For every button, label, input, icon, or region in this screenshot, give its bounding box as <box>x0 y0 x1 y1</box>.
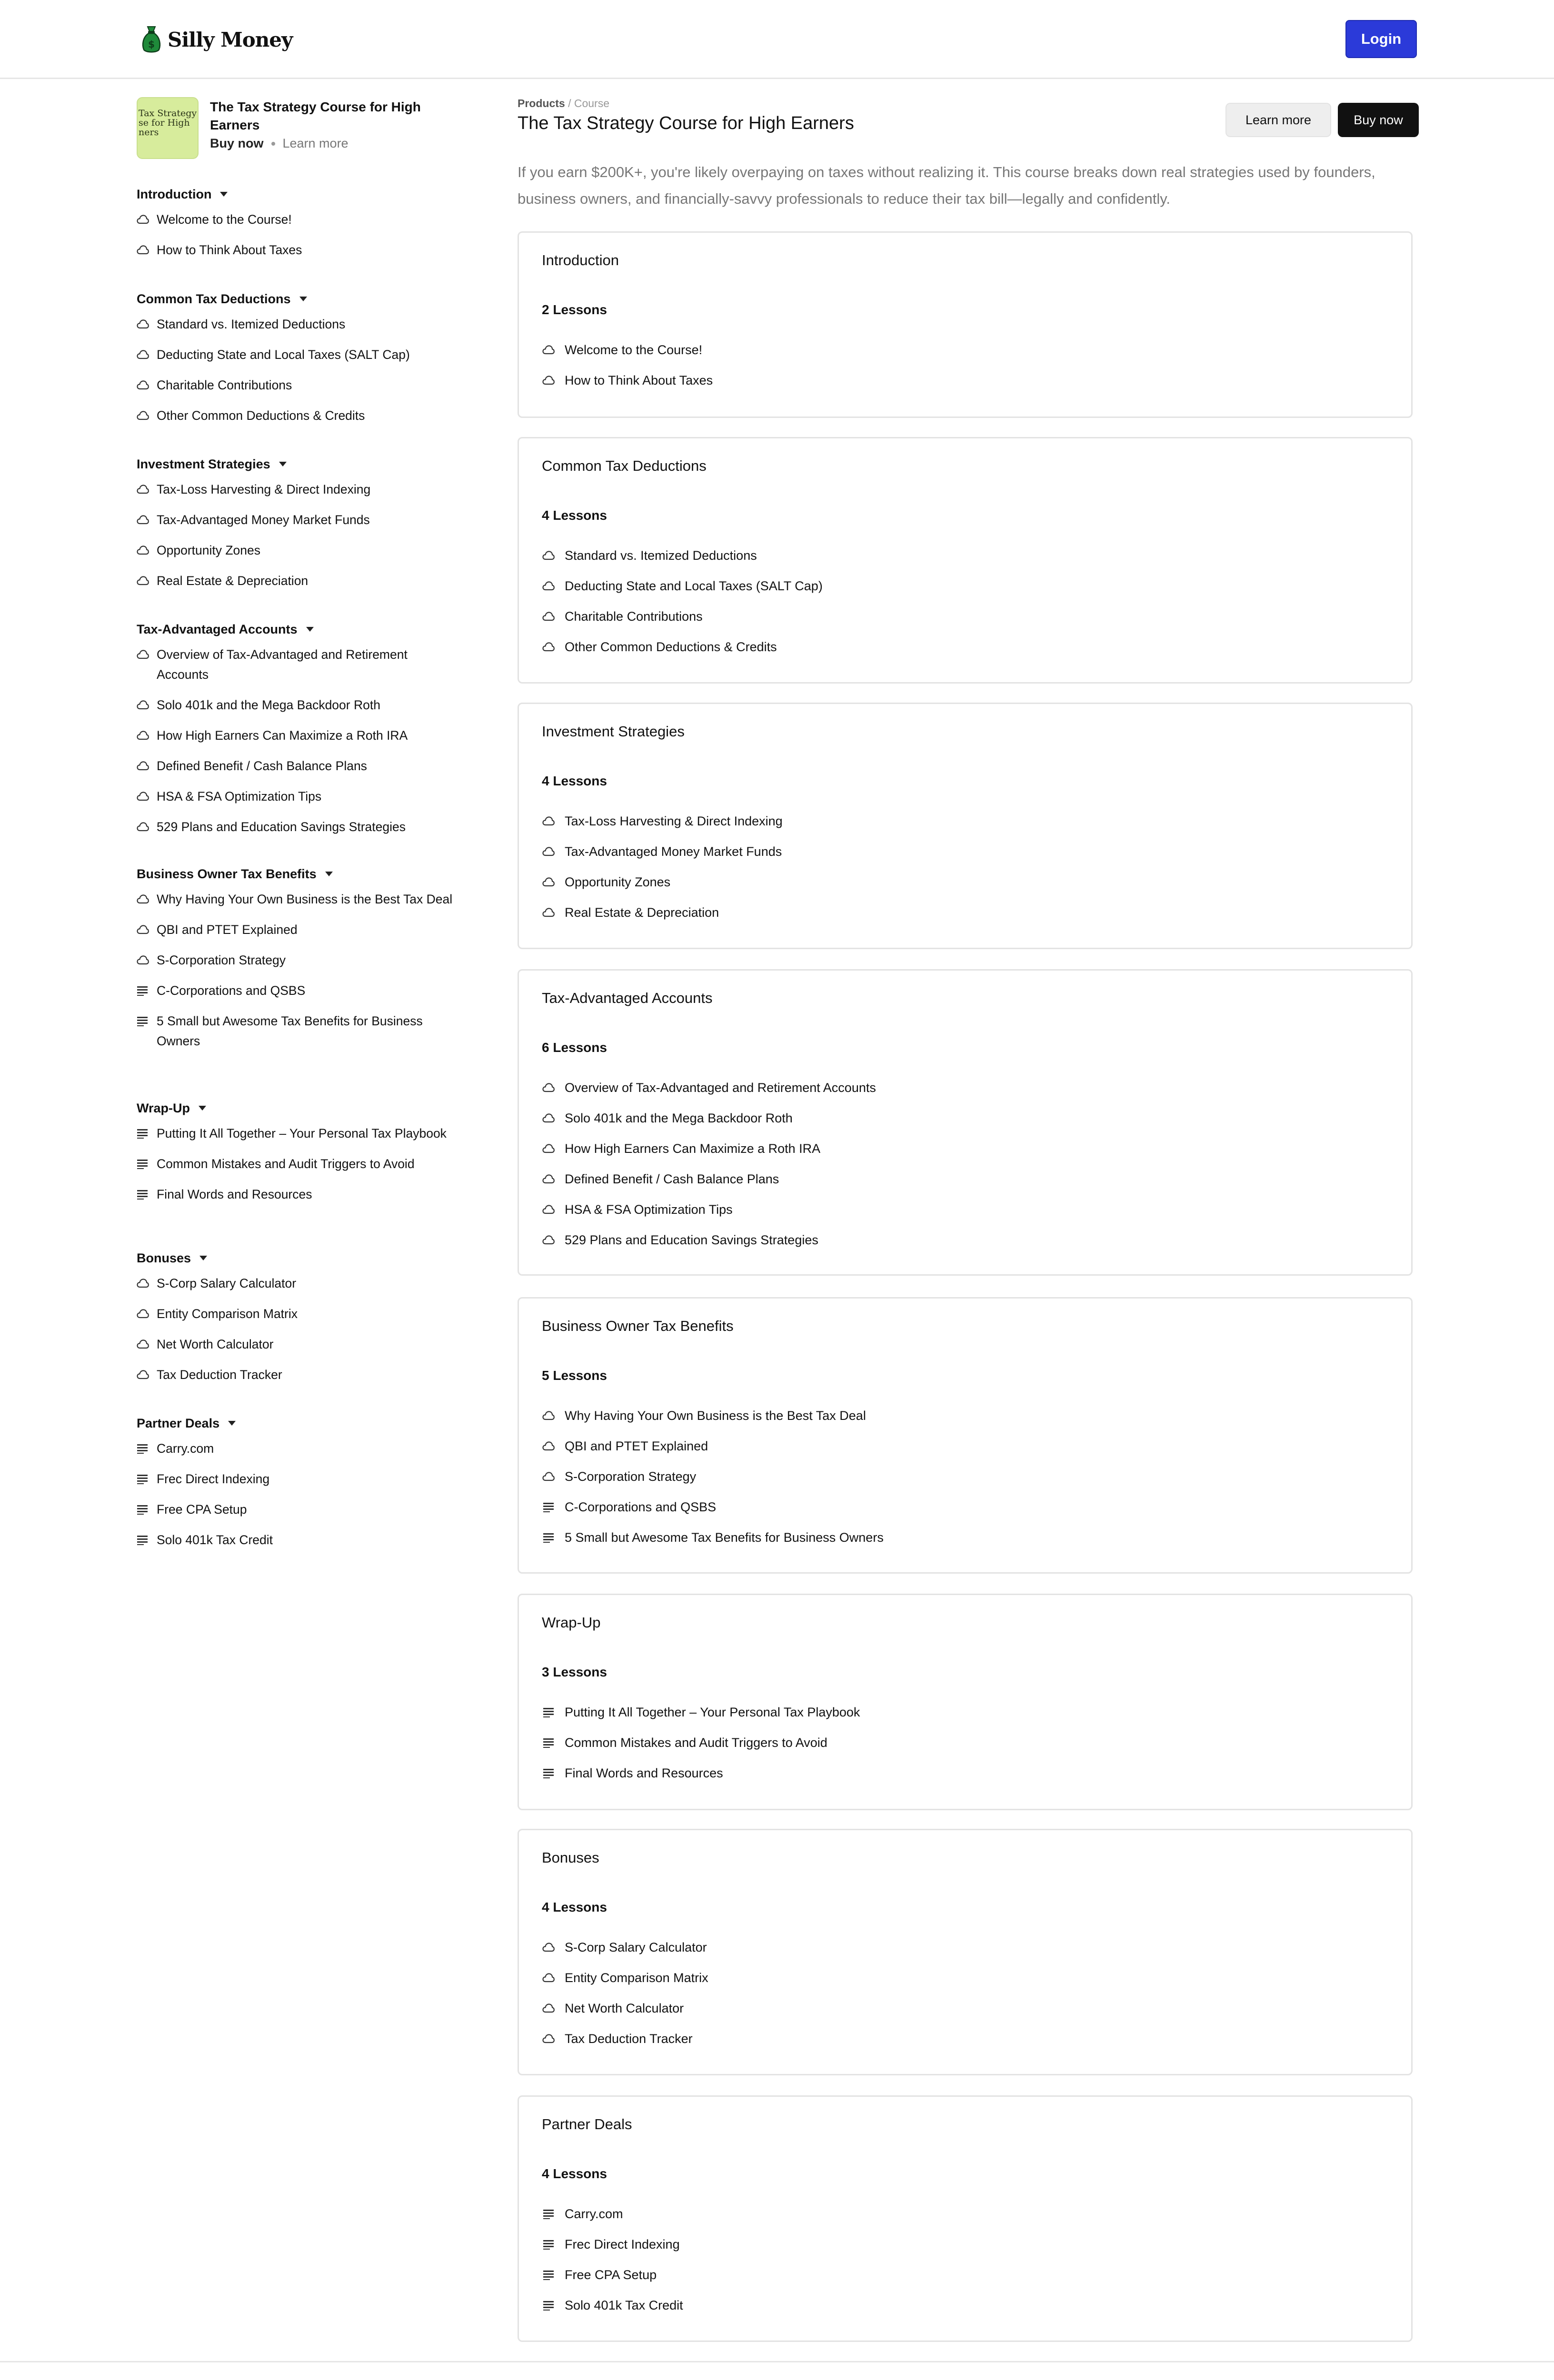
module-title: Common Tax Deductions <box>542 457 707 474</box>
cloud-icon <box>137 375 149 395</box>
lesson-row[interactable] <box>542 2023 708 2054</box>
sidebar-lesson-item[interactable] <box>137 889 470 909</box>
lesson-row[interactable] <box>542 1103 876 1133</box>
lesson-row[interactable] <box>542 540 823 571</box>
sidebar-lesson-list <box>137 1123 470 1204</box>
cloud-icon <box>542 1470 555 1483</box>
module-card <box>518 231 1413 418</box>
text-lines-icon <box>137 1499 149 1519</box>
lesson-row[interactable] <box>542 335 713 365</box>
text-lines-icon <box>542 2207 555 2221</box>
sidebar-lesson-item[interactable] <box>137 375 470 395</box>
sidebar-lesson-item[interactable] <box>137 725 470 745</box>
sidebar-lesson-item[interactable] <box>137 479 470 499</box>
lesson-list <box>542 1400 884 1553</box>
cloud-icon <box>137 645 149 664</box>
cloud-icon <box>137 240 149 260</box>
product-links <box>210 136 458 151</box>
lesson-label: Solo 401k Tax Credit <box>565 2298 683 2312</box>
cloud-icon <box>542 579 555 593</box>
sidebar-section <box>137 1249 470 1395</box>
module-lesson-count: 4 Lessons <box>542 2166 607 2181</box>
cloud-icon <box>542 1172 555 1186</box>
lesson-label: Common Mistakes and Audit Triggers to Avoid <box>565 1735 827 1750</box>
module-title: Investment Strategies <box>542 723 685 740</box>
breadcrumb-separator: / <box>568 97 571 109</box>
lesson-list <box>542 1932 708 2054</box>
lesson-label: Solo 401k and the Mega Backdoor Roth <box>565 1111 793 1125</box>
module-card <box>518 437 1413 684</box>
caret-down-icon <box>199 1256 207 1260</box>
cloud-icon <box>137 406 149 426</box>
text-lines-icon <box>542 2299 555 2312</box>
module-lesson-count: 3 Lessons <box>542 1665 607 1679</box>
login-button[interactable]: Login <box>1345 20 1417 58</box>
lesson-list <box>542 335 713 396</box>
sidebar-section-header[interactable] <box>137 1099 470 1118</box>
lesson-label: Real Estate & Depreciation <box>565 905 719 920</box>
cloud-icon <box>137 1334 149 1354</box>
cloud-icon <box>137 1365 149 1385</box>
sidebar-lesson-list <box>137 1273 470 1385</box>
cloud-icon <box>137 1273 149 1293</box>
sidebar-lesson-label: 5 Small but Awesome Tax Benefits for Business Owners <box>157 1014 423 1048</box>
sidebar-lesson-label: 529 Plans and Education Savings Strategies <box>157 820 406 834</box>
sidebar-lesson-item[interactable] <box>137 1334 470 1354</box>
caret-down-icon <box>199 1106 206 1111</box>
lesson-label: Standard vs. Itemized Deductions <box>565 548 757 563</box>
main-content <box>518 97 1413 207</box>
lesson-label: Carry.com <box>565 2206 623 2221</box>
sidebar-lesson-label: Solo 401k Tax Credit <box>157 1533 273 1547</box>
sidebar-lesson-label: Entity Comparison Matrix <box>157 1307 298 1321</box>
module-card <box>518 1297 1413 1574</box>
money-bag-icon <box>141 25 162 54</box>
sidebar-lesson-label: Putting It All Together – Your Personal Tax Playbook <box>157 1126 447 1140</box>
lesson-row[interactable] <box>542 867 783 897</box>
sidebar-section <box>137 620 470 847</box>
sidebar-lesson-label: Net Worth Calculator <box>157 1337 274 1351</box>
sidebar-section-title: Partner Deals <box>137 1416 220 1430</box>
sidebar-lesson-label: C-Corporations and QSBS <box>157 983 306 998</box>
lesson-label: HSA & FSA Optimization Tips <box>565 1202 733 1217</box>
caret-down-icon <box>220 192 228 197</box>
lesson-label: Other Common Deductions & Credits <box>565 639 777 654</box>
lesson-label: Defined Benefit / Cash Balance Plans <box>565 1171 779 1186</box>
cloud-icon <box>137 950 149 970</box>
text-lines-icon <box>137 1530 149 1550</box>
module-title: Wrap-Up <box>542 1614 601 1631</box>
sidebar-lesson-label: Why Having Your Own Business is the Best Tax Deal <box>157 892 453 906</box>
lesson-row[interactable] <box>542 1133 876 1164</box>
lesson-row[interactable] <box>542 2229 683 2260</box>
text-lines-icon <box>137 1011 149 1031</box>
product-thumbnail[interactable] <box>137 97 199 159</box>
text-lines-icon <box>137 1184 149 1204</box>
cloud-icon <box>137 1304 149 1324</box>
lesson-row[interactable] <box>542 1431 884 1461</box>
cloud-icon <box>542 549 555 562</box>
lesson-list <box>542 2199 683 2320</box>
separator-dot <box>271 142 275 146</box>
lesson-list <box>542 1072 876 1255</box>
lesson-label: Overview of Tax-Advantaged and Retirement Accounts <box>565 1080 876 1095</box>
lesson-row[interactable] <box>542 2199 683 2229</box>
sidebar-section-title: Investment Strategies <box>137 456 270 471</box>
sidebar-lesson-item[interactable] <box>137 1123 470 1143</box>
sidebar-section-title: Wrap-Up <box>137 1101 190 1115</box>
svg-text:$: $ <box>148 39 155 50</box>
lesson-label: Frec Direct Indexing <box>565 2237 680 2251</box>
lesson-label: QBI and PTET Explained <box>565 1438 708 1453</box>
sidebar-section-header[interactable] <box>137 620 470 639</box>
lesson-row[interactable] <box>542 836 783 867</box>
lesson-row[interactable] <box>542 1522 884 1553</box>
cloud-icon <box>137 314 149 334</box>
lesson-label: Net Worth Calculator <box>565 2001 684 2015</box>
course-sidebar <box>137 97 470 1547</box>
lesson-row[interactable] <box>542 1400 884 1431</box>
text-lines-icon <box>542 1706 555 1719</box>
lesson-row[interactable] <box>542 1225 876 1255</box>
lesson-label: 5 Small but Awesome Tax Benefits for Business Owners <box>565 1530 884 1545</box>
cloud-icon <box>542 845 555 858</box>
sidebar-lesson-item[interactable] <box>137 571 470 591</box>
sidebar-section-header[interactable] <box>137 1414 470 1433</box>
cloud-icon <box>542 1203 555 1216</box>
lesson-label: Final Words and Resources <box>565 1765 723 1780</box>
sidebar-lesson-item[interactable] <box>137 756 470 776</box>
module-lesson-count: 2 Lessons <box>542 302 607 317</box>
module-lesson-count: 4 Lessons <box>542 774 607 788</box>
cloud-icon <box>542 1941 555 1954</box>
sidebar-section <box>137 185 470 270</box>
lesson-row[interactable] <box>542 1164 876 1194</box>
cloud-icon <box>542 374 555 387</box>
sidebar-lesson-label: Carry.com <box>157 1441 214 1456</box>
lesson-list <box>542 1697 860 1788</box>
sidebar-lesson-label: Final Words and Resources <box>157 1187 312 1201</box>
sidebar-lesson-label: How to Think About Taxes <box>157 243 302 257</box>
caret-down-icon <box>299 297 307 301</box>
sidebar-lesson-label: Overview of Tax-Advantaged and Retirement Accounts <box>157 647 408 682</box>
sidebar-lesson-label: S-Corporation Strategy <box>157 953 286 967</box>
cloud-icon <box>137 571 149 591</box>
sidebar-section-title: Bonuses <box>137 1250 191 1265</box>
sidebar-section-header[interactable] <box>137 864 470 883</box>
lesson-row[interactable] <box>542 1492 884 1522</box>
sidebar-section-title: Tax-Advantaged Accounts <box>137 622 298 636</box>
sidebar-lesson-item[interactable] <box>137 1304 470 1324</box>
lesson-label: Free CPA Setup <box>565 2267 657 2282</box>
sidebar-lesson-label: How High Earners Can Maximize a Roth IRA <box>157 728 408 743</box>
cloud-icon <box>542 875 555 889</box>
text-lines-icon <box>137 1438 149 1458</box>
sidebar-section-title: Common Tax Deductions <box>137 291 291 306</box>
sidebar-section <box>137 1099 470 1215</box>
cloud-icon <box>542 1081 555 1094</box>
lesson-row[interactable] <box>542 1993 708 2023</box>
lesson-list <box>542 540 823 662</box>
sidebar-lesson-item[interactable] <box>137 314 470 334</box>
lesson-label: Why Having Your Own Business is the Best Tax Deal <box>565 1408 866 1423</box>
footer <box>0 2361 1554 2380</box>
lesson-label: S-Corporation Strategy <box>565 1469 697 1484</box>
sidebar-section <box>137 455 470 601</box>
module-title: Bonuses <box>542 1849 599 1866</box>
top-header <box>0 0 1554 79</box>
sidebar-lesson-item[interactable] <box>137 1469 470 1489</box>
cloud-icon <box>542 906 555 919</box>
module-title: Tax-Advantaged Accounts <box>542 990 713 1006</box>
lesson-label: How to Think About Taxes <box>565 373 713 387</box>
sidebar-lesson-item[interactable] <box>137 645 470 684</box>
module-lesson-count: 4 Lessons <box>542 508 607 523</box>
brand-name: Silly Money <box>168 28 293 51</box>
lesson-label: Welcome to the Course! <box>565 342 703 357</box>
cloud-icon <box>542 1142 555 1155</box>
sidebar-lesson-label: QBI and PTET Explained <box>157 922 298 937</box>
sidebar-lesson-item[interactable] <box>137 695 470 715</box>
breadcrumb-products[interactable]: Products <box>518 97 565 109</box>
buy-now-button[interactable]: Buy now <box>1338 103 1419 137</box>
sidebar-lesson-item[interactable] <box>137 510 470 530</box>
sidebar-lesson-item[interactable] <box>137 1530 470 1550</box>
lesson-label: Charitable Contributions <box>565 609 703 624</box>
caret-down-icon <box>279 462 287 466</box>
sidebar-lesson-label: Welcome to the Course! <box>157 212 292 227</box>
sidebar-lesson-label: Charitable Contributions <box>157 378 292 392</box>
lesson-row[interactable] <box>542 1461 884 1492</box>
cloud-icon <box>542 343 555 357</box>
lesson-label: Tax-Advantaged Money Market Funds <box>565 844 782 859</box>
sidebar-lesson-label: Standard vs. Itemized Deductions <box>157 317 346 331</box>
sidebar-lesson-item[interactable] <box>137 540 470 560</box>
caret-down-icon <box>228 1421 236 1426</box>
lesson-row[interactable] <box>542 1072 876 1103</box>
cloud-icon <box>137 756 149 776</box>
sidebar-lesson-item[interactable] <box>137 1273 470 1293</box>
sidebar-lesson-item[interactable] <box>137 1499 470 1519</box>
sidebar-lesson-label: Tax-Advantaged Money Market Funds <box>157 513 370 527</box>
cloud-icon <box>542 1971 555 1984</box>
cloud-icon <box>137 209 149 229</box>
lesson-label: Opportunity Zones <box>565 874 671 889</box>
sidebar-lesson-label: S-Corp Salary Calculator <box>157 1276 297 1290</box>
lesson-row[interactable] <box>542 806 783 836</box>
learn-more-button[interactable]: Learn more <box>1225 103 1331 137</box>
module-card <box>518 2095 1413 2342</box>
caret-down-icon <box>325 872 333 876</box>
lesson-row[interactable] <box>542 1932 708 1963</box>
cloud-icon <box>542 610 555 623</box>
sidebar-lesson-label: Opportunity Zones <box>157 543 261 557</box>
cloud-icon <box>542 814 555 828</box>
lesson-label: How High Earners Can Maximize a Roth IRA <box>565 1141 821 1156</box>
sidebar-lesson-item[interactable] <box>137 345 470 365</box>
lesson-label: Deducting State and Local Taxes (SALT Cap) <box>565 578 823 593</box>
page-title: The Tax Strategy Course for High Earners <box>518 113 854 133</box>
product-info <box>210 97 458 151</box>
sidebar-lesson-item[interactable] <box>137 209 470 229</box>
text-lines-icon <box>542 1736 555 1749</box>
cloud-icon <box>542 1439 555 1453</box>
sidebar-lesson-item[interactable] <box>137 1154 470 1174</box>
sidebar-lesson-item[interactable] <box>137 786 470 806</box>
sidebar-lesson-label: Free CPA Setup <box>157 1502 247 1517</box>
module-title: Introduction <box>542 252 619 268</box>
sidebar-section-header[interactable] <box>137 455 470 474</box>
cloud-icon <box>542 2002 555 2015</box>
sidebar-lesson-label: Tax-Loss Harvesting & Direct Indexing <box>157 482 371 496</box>
lesson-row[interactable] <box>542 571 823 601</box>
module-card <box>518 1594 1413 1810</box>
cloud-icon <box>137 817 149 837</box>
sidebar-section-header[interactable] <box>137 1249 470 1268</box>
text-lines-icon <box>542 2268 555 2281</box>
module-lesson-count: 5 Lessons <box>542 1368 607 1383</box>
sidebar-lesson-item[interactable] <box>137 1184 470 1204</box>
sidebar-lesson-list <box>137 314 470 426</box>
text-lines-icon <box>137 1123 149 1143</box>
lesson-row[interactable] <box>542 1727 860 1758</box>
lesson-row[interactable] <box>542 1194 876 1225</box>
module-title: Business Owner Tax Benefits <box>542 1318 734 1334</box>
sidebar-lesson-list <box>137 479 470 591</box>
site-logo[interactable] <box>141 24 292 55</box>
lesson-label: C-Corporations and QSBS <box>565 1499 717 1514</box>
lesson-label: 529 Plans and Education Savings Strategies <box>565 1232 818 1247</box>
lesson-label: Tax Deduction Tracker <box>565 2031 693 2046</box>
sidebar-lesson-label: Other Common Deductions & Credits <box>157 408 365 423</box>
product-title: The Tax Strategy Course for High Earners <box>210 99 421 132</box>
module-lesson-count: 4 Lessons <box>542 1900 607 1914</box>
sidebar-lesson-item[interactable] <box>137 240 470 260</box>
cloud-icon <box>137 479 149 499</box>
product-card <box>137 97 470 160</box>
lesson-row[interactable] <box>542 1697 860 1727</box>
cloud-icon <box>542 1111 555 1125</box>
lesson-label: Entity Comparison Matrix <box>565 1970 708 1985</box>
cloud-icon <box>137 540 149 560</box>
lesson-row[interactable] <box>542 1963 708 1993</box>
lesson-label: Tax-Loss Harvesting & Direct Indexing <box>565 813 783 828</box>
lesson-row[interactable] <box>542 601 823 632</box>
module-card <box>518 1829 1413 2075</box>
buy-now-link[interactable]: Buy now <box>210 136 264 150</box>
sidebar-section <box>137 864 470 1061</box>
sidebar-lesson-label: Solo 401k and the Mega Backdoor Roth <box>157 698 380 712</box>
text-lines-icon <box>542 1531 555 1544</box>
module-card <box>518 969 1413 1276</box>
cloud-icon <box>137 345 149 365</box>
sidebar-lesson-item[interactable] <box>137 950 470 970</box>
cloud-icon <box>542 1409 555 1422</box>
sidebar-lesson-item[interactable] <box>137 1011 470 1051</box>
sidebar-lesson-label: Defined Benefit / Cash Balance Plans <box>157 759 367 773</box>
module-lesson-count: 6 Lessons <box>542 1040 607 1055</box>
text-lines-icon <box>137 1154 149 1174</box>
cloud-icon <box>137 889 149 909</box>
sidebar-section-title: Business Owner Tax Benefits <box>137 866 317 881</box>
sidebar-lesson-label: Real Estate & Depreciation <box>157 574 309 588</box>
caret-down-icon <box>306 627 314 632</box>
lesson-row[interactable] <box>542 2290 683 2320</box>
text-lines-icon <box>542 1766 555 1780</box>
text-lines-icon <box>137 1469 149 1489</box>
sidebar-lesson-list <box>137 1438 470 1550</box>
sidebar-lesson-item[interactable] <box>137 406 470 426</box>
cloud-icon <box>542 2032 555 2045</box>
sidebar-section <box>137 289 470 436</box>
sidebar-section-header[interactable] <box>137 185 470 204</box>
cloud-icon <box>137 695 149 715</box>
sidebar-lesson-item[interactable] <box>137 1365 470 1385</box>
sidebar-section <box>137 1414 470 1560</box>
sidebar-lesson-label: Common Mistakes and Audit Triggers to Avoid <box>157 1157 415 1171</box>
learn-more-link[interactable]: Learn more <box>282 136 349 150</box>
lesson-list <box>542 806 783 928</box>
lesson-row[interactable] <box>542 2260 683 2290</box>
cloud-icon <box>542 640 555 654</box>
cloud-icon <box>137 510 149 530</box>
sidebar-lesson-item[interactable] <box>137 1438 470 1458</box>
sidebar-lesson-item[interactable] <box>137 981 470 1001</box>
lesson-row[interactable] <box>542 632 823 662</box>
sidebar-section-header[interactable] <box>137 289 470 308</box>
lesson-row[interactable] <box>542 365 713 396</box>
sidebar-lesson-label: Frec Direct Indexing <box>157 1472 270 1486</box>
sidebar-lesson-item[interactable] <box>137 920 470 940</box>
lesson-label: S-Corp Salary Calculator <box>565 1940 707 1954</box>
cloud-icon <box>137 786 149 806</box>
cloud-icon <box>137 725 149 745</box>
sidebar-lesson-item[interactable] <box>137 817 470 837</box>
sidebar-lesson-list <box>137 209 470 260</box>
sidebar-lesson-label: Tax Deduction Tracker <box>157 1368 282 1382</box>
course-description: If you earn $200K+, you're likely overpaying on taxes without realizing it. This course breaks down real strategies used by founders, business owners, and financially-savvy professionals to reduce their tax bill—legally and confidently. <box>518 164 1375 207</box>
text-lines-icon <box>137 981 149 1001</box>
lesson-row[interactable] <box>542 1758 860 1788</box>
sidebar-lesson-label: HSA & FSA Optimization Tips <box>157 789 322 803</box>
module-title: Partner Deals <box>542 2116 632 2132</box>
lesson-row[interactable] <box>542 897 783 928</box>
cloud-icon <box>542 1233 555 1247</box>
sidebar-lesson-label: Deducting State and Local Taxes (SALT Cap) <box>157 347 410 362</box>
text-lines-icon <box>542 1500 555 1514</box>
lesson-label: Putting It All Together – Your Personal Tax Playbook <box>565 1705 860 1719</box>
module-card <box>518 703 1413 949</box>
sidebar-lesson-list <box>137 645 470 837</box>
sidebar-lesson-list <box>137 889 470 1051</box>
cloud-icon <box>137 920 149 940</box>
sidebar-section-title: Introduction <box>137 187 212 201</box>
breadcrumb-current: Course <box>574 97 610 109</box>
thumbnail-text: Tax Strategy se for High ners <box>139 108 197 138</box>
text-lines-icon <box>542 2238 555 2251</box>
